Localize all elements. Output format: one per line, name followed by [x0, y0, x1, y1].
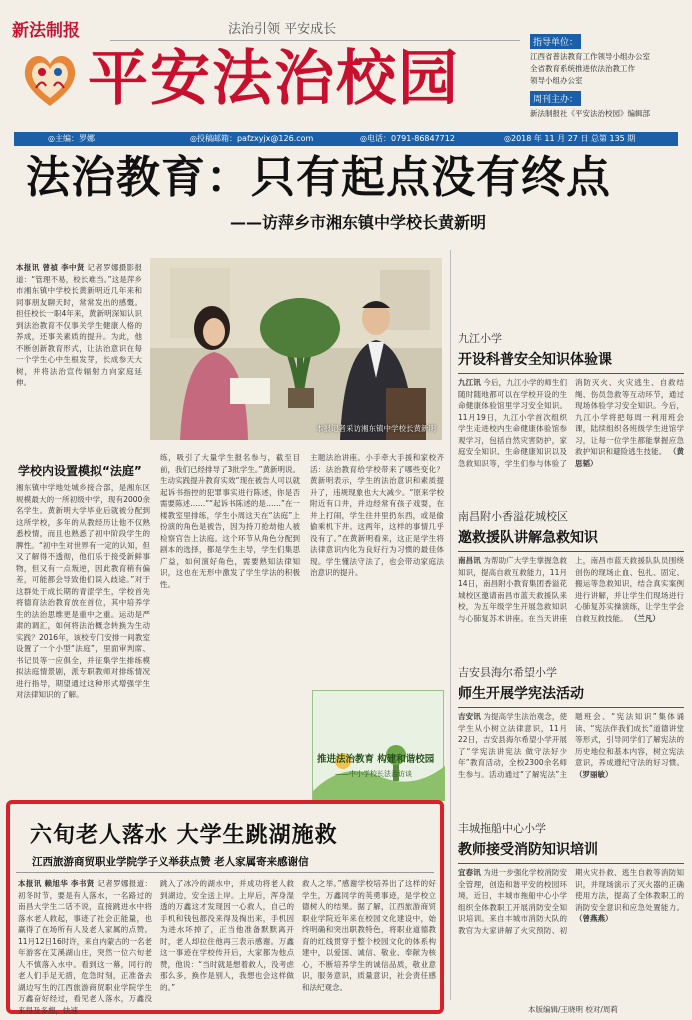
right-sign: （兰凡） — [629, 613, 660, 623]
school-col-3: 主题法治讲座。小手牵大手援和家校齐活：法治教育给学校带来了哪些变化？黄新明表示，学生的法治意识和素质提升了，违规现象也大大减少。“原来学校附近有口井，并边经常有孩子戏耍，在井上打闹，学生往井里扔东西，或是偷偷乘机下井。这两年，这样的事情几乎没有了。”在黄新明看来，这正是学生将法律意识内化为良好行为习惯的最佳体现。学生懂法守法了，也会带动家庭法治意识的提升。 — [310, 453, 444, 577]
slogan-rule — [110, 40, 520, 41]
cohost-unit: 新法制报社《平安法治校园》编辑部 — [530, 109, 650, 118]
rescue-byline: 本报讯 赖旭华 李书贤 — [18, 879, 95, 888]
lead-body: 记者罗娜摄影报道：“管理不易，校长难当。”这是萍乡市湘东镇中学校长黄新明近几年来和同事朋友聊天时，常常发出的感慨。担任校长一职4年来，黄新明深知认识到法治教育不仅事关学生健康人格的养成，还事关素质的提升。为此，他不断创新教育形式，让法治意识在每一个学生心中生根发芽，长成参天大树，并将法治宣传辐射力向家庭延伸。 — [16, 263, 142, 387]
school-col-2: 练，吸引了大量学生报名参与，截至目前，我们已经排导了3批学生。”黄新明说。生动实践提升教育实效“现在被告人可以就起诉书指控的犯罪事实进行陈述，你是否需要陈述……”“起诉书陈述的是……”在一楼教室里排练，学生小周这天在“法庭”上扮演的角色是被告，因为持刀抢劫他人被检察官告上法庭。这个环节从角色分配到剧本的选择，都是学生主导，学生们集思广益，如何演好角色，需要熟知法律知识，这也在无形中激发了学生学法的积极性。 — [160, 453, 300, 589]
right-byline: 九江讯 — [458, 378, 481, 387]
cohost-label: 周刊主办： — [530, 91, 581, 106]
info-bar — [14, 132, 678, 146]
rescue-rule — [16, 872, 434, 873]
column-divider — [450, 250, 451, 1000]
editor-info: ◎主编：罗娜 — [48, 134, 95, 143]
right-sign: （曾燕燕） — [575, 914, 613, 923]
heart-logo-icon — [18, 44, 82, 112]
right-text: 为帮助广大学生掌握急救知识，提高自救互救能力，11月14日，南昌附小教育集团香溢花城校区邀请南昌市蓝天救援队来校，为五年级学生开展急救知识与心肺复苏术讲座。在当天讲座上，南昌市蓝天救援队队员围绕创伤的现场止血、包扎、固定、搬运等急救知识，结合真实案例进行讲解，并让学生们现场进行心肺复苏实操演练，让学生学会自救互救技能。 — [458, 556, 684, 623]
interview-photo — [150, 258, 442, 440]
right-text: 今后，九江小学的师生们随时随地都可以在学校开设的生命健康体验馆里学习安全知识。11月19日，九江小学首次组织学生走进校内生命健康体验馆参观学习，包括自然灾害防护，家庭安全知识、生命健康知识以及急救知识等，学生们参与体验了消防灭火、火灾逃生、自救结绳、伤员急救等互动环节，通过现场体验学习安全知识。今后，九江小学将把每周一利用班会课，陆续组织各班级学生进馆学习，让每一位学生都能掌握应急救护知识和避险逃生技能。 — [458, 378, 684, 468]
right-byline: 宜春讯 — [458, 868, 481, 877]
guide-box — [530, 30, 690, 120]
lead-byline: 本报讯 曾禎 李中贤 — [16, 263, 85, 272]
right-title: 邀救援队讲解急救知识 — [458, 530, 598, 546]
ad-banner — [312, 690, 444, 800]
headline-title: 法治教育：只有起点没有终点 — [26, 152, 611, 203]
right-body — [458, 555, 684, 669]
right-byline: 吉安讯 — [458, 712, 481, 721]
rescue-col-3: 救人之举。”感谢学校培养出了这样的好学生，万鑫同学的英勇事迹，是学校立德树人的结果。据了解，江西旅游商贸职业学院近年来在校园文化建设中，始终明确和突出职教特色，将职业道德教育的红线贯穿于整个校园文化的体系构建中，以爱国、诚信、敬业、奉献为核心，不断培养学生的诚信品质，敬业意识，服务意识，质量意识，社会责任感和法纪观念。 — [302, 879, 436, 992]
guide-unit: 江西省普法教育工作领导小组办公室 — [530, 52, 650, 61]
ad-line-2: ——中小学校长法治访谈 — [335, 770, 412, 778]
guide-unit: 领导小组办公室 — [530, 76, 583, 85]
right-title: 教师接受消防知识培训 — [458, 842, 598, 858]
masthead — [0, 0, 692, 132]
school-col-1: 湘东镇中学地处城乡接合部，是湘东区规模最大的一所初级中学，现有2000余名学生。黄新明大学毕业后就被分配到这所学校，多年的从教经历让他不仅熟悉校情，而且也熟悉了初中阶段学生的脾性。“初中生对世界有一定的认知，但又了解得不透彻，他们乐于接受新鲜事物，但又有一点叛逆，因此教育稍有偏差，可能都会导致他们误入歧途。”对于这群处于成长期的青涩学生，学校首先将德育法治教育放在首位，其中培养学生的法治思维更是重中之重。运动是严肃的调汇，如何将法治概念转换为生动实践？2016年，该校专门安排一间教室设置了一个小型“法庭”，里面审判席、书记员等一应俱全，并征集学生排练模拟法庭情景剧，派专职教师对排练情况进行指导，期望通过这种形式增强学生对法律知识的了解。 — [16, 483, 150, 699]
school-article-title: 学校内设置模拟“法庭” — [18, 464, 142, 478]
rescue-col-2: 跳入了冰冷的湖水中，并成功将老人救到湖边，安全送上岸。上岸后，浑身湿透的万鑫这才发现因一心救人，自己的手机和钱包都没来得及掏出来，手机因为进水坏掉了，正当他准备默默离开时，老人却拉住他再三表示感谢。万鑫这一事迹在学校传开后，大家都为他点赞，他说：“当时就是想着救人，没考虑那么多，换作是别人，我想也会这样做的。” — [160, 879, 294, 992]
footer-credit: 本版编辑/王晓明 校对/周莉 — [528, 1005, 618, 1014]
rescue-title: 六旬老人落水 大学生跳湖施救 — [30, 823, 338, 848]
right-body — [458, 377, 684, 517]
phone-info: ◎电话：0791-86847712 — [360, 134, 455, 143]
right-sign: （黄思韬） — [575, 447, 685, 468]
guide-label: 指导单位： — [530, 34, 581, 49]
lead-article — [16, 262, 142, 442]
right-text: 为提高学生法治观念，使学生从小树立法律意识，11月22日，吉安县海尔希望小学开展了“学宪法讲宪法 做守法好少年”教育活动，全校2300余名师生参与。活动通过“了解宪法”主题班会、“宪法知识”集体诵读、“宪法伴我们成长”道德讲堂等形式，引导同学们了解宪法的历史地位和基本内容，树立宪法意识，养成遵纪守法的好习惯。 — [458, 712, 684, 779]
right-title: 师生开展学宪法活动 — [458, 686, 584, 702]
right-title: 开设科普安全知识体验课 — [458, 352, 612, 368]
paper-name: 新法制报 — [12, 21, 80, 41]
slogan: 法治引领 平安成长 — [228, 22, 337, 37]
ad-line-1: 推进法治教育 构建和谐校园 — [317, 754, 435, 765]
guide-unit: 全省教育系统推进依法治教工作 — [530, 64, 635, 73]
headline-subtitle: ——访萍乡市湘东镇中学校长黄新明 — [230, 213, 487, 232]
big-title: 平安法治校园 — [88, 44, 460, 114]
email-info: ◎投稿邮箱：pafzxyjx@126.com — [190, 134, 314, 143]
rescue-subtitle: 江西旅游商贸职业学院学子义举获点赞 老人家属寄来感谢信 — [32, 856, 309, 868]
right-body — [458, 867, 684, 985]
right-item-fengcheng — [458, 820, 684, 985]
rescue-col1-text: 记者罗娜报道：初冬时节，要是有人落水，一名路过的南昌大学生二话不说，直接跳进水中将落水老人救起，事迹了社会正能量，也赢得了在场所有人及老人家属的点赞。11月12日16时许，来自内蒙古的一名老年游客在艾溪湖山庄，突然一位六旬老人不慎落入水中。看到这一幕，同行的老人们手足无措，危急时刻，正准备去湖边写生的江西旅游商贸职业学院学生万鑫奋好经过，看见老人落水，万鑫没来得及多想，快速 — [18, 879, 152, 1015]
right-item-jian — [458, 664, 684, 829]
right-item-nanchang — [458, 508, 684, 669]
right-kicker: 丰城拖船中心小学 — [458, 822, 546, 835]
right-kicker: 九江小学 — [458, 332, 502, 345]
rescue-col-1 — [18, 878, 152, 1015]
right-kicker: 吉安县海尔希望小学 — [458, 666, 557, 679]
right-sign: （罗丽敏） — [575, 769, 613, 779]
right-body — [458, 711, 684, 829]
right-kicker: 南昌附小香溢花城校区 — [458, 510, 568, 523]
right-item-jiujiang — [458, 330, 684, 517]
right-byline: 南昌讯 — [458, 556, 481, 565]
date-info: ◎2018 年 11 月 27 日 总第 135 期 — [504, 134, 636, 143]
right-text: 为进一步强化学校消防安全管理，创造和谐平安的校园环境，近日，丰城市拖船中心小学组织全体教职工开展消防安全知识培训。来自丰城市消防大队的教官为大家讲解了火灾预防、初期火灾扑救、逃生自救等消防知识，并现场演示了灭火器的正确使用方法，提高了全体教职工的消防安全意识和应急处置能力。 — [458, 868, 684, 935]
photo-caption: 本报记者采访湘东镇中学校长黄新明 — [316, 424, 436, 433]
